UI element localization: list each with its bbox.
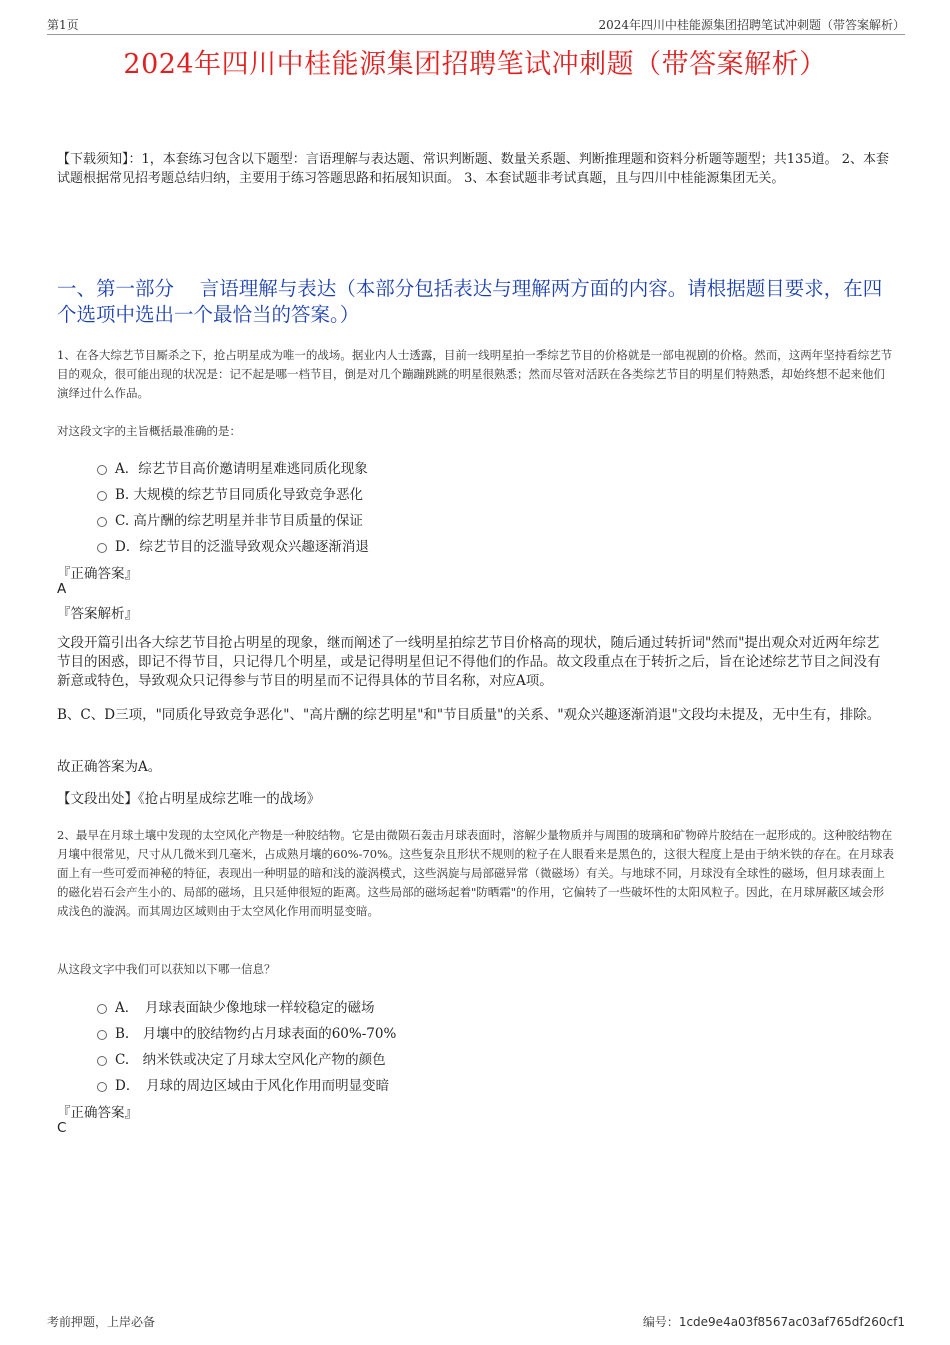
question-2-option-b[interactable] [97,1022,396,1042]
option-label: D． 月球的周边区域由于风化作用而明显变暗 [115,1078,390,1094]
page-number: 第1页 [47,18,79,32]
option-label: B. 大规模的综艺节目同质化导致竞争恶化 [115,487,364,503]
footer-slogan: 考前押题，上岸必备 [47,1315,156,1329]
section-title: 一、第一部分 言语理解与表达（本部分包括表达与理解两方面的内容。请根据题目要求，在四个选项中选出一个最恰当的答案。） [57,277,883,326]
question-2-option-c[interactable] [97,1048,386,1068]
question-1-option-b[interactable] [97,483,363,503]
option-label: C. 高片酬的综艺明星并非节目质量的保证 [115,513,363,529]
document-title: 2024年四川中桂能源集团招聘笔试冲刺题（带答案解析） [123,49,827,80]
question-1-answer-label: 『正确答案』 [57,566,138,582]
header-doc-title: 2024年四川中桂能源集团招聘笔试冲刺题（带答案解析） [598,18,905,32]
question-2-answer: C [57,1120,67,1136]
question-1-option-c[interactable] [97,509,363,529]
question-1-answer: A [57,581,67,597]
page-header [47,14,905,35]
radio-icon[interactable] [97,1056,107,1066]
question-1-analysis-p1: 文段开篇引出各大综艺节目抢占明星的现象，继而阐述了一线明星拍综艺节目价格高的现状，随后通过转折词"然而"提出观众对近两年综艺节目的困惑，即记不得节目，只记得几个明星，或是记得明星但记不得他们的作品。故文段重点在于转折之后，旨在论述综艺节目之间没有新意或特色，导致观众只记得参与节目的明星而不记得具体的节目名称，对应A项。 [57,635,881,689]
radio-icon[interactable] [97,543,107,553]
question-1-analysis-p3: 故正确答案为A。 [57,759,162,775]
question-1-option-d[interactable] [97,535,369,555]
question-2-answer-label: 『正确答案』 [57,1105,138,1121]
option-label: A． 月球表面缺少像地球一样较稳定的磁场 [115,1000,375,1016]
question-1-analysis-label: 『答案解析』 [57,606,138,622]
option-label: D．综艺节目的泛滥导致观众兴趣逐渐消退 [115,539,369,555]
radio-icon[interactable] [97,1004,107,1014]
question-2-option-a[interactable] [97,996,375,1016]
radio-icon[interactable] [97,465,107,475]
question-1-option-a[interactable] [97,457,368,477]
radio-icon[interactable] [97,1082,107,1092]
radio-icon[interactable] [97,517,107,527]
footer-doc-id: 编号：1cde9e4a03f8567ac03af765df260cf1 [642,1315,905,1329]
question-1-stem: 对这段文字的主旨概括最准确的是： [57,424,241,438]
option-label: A．综艺节目高价邀请明星难逃同质化现象 [115,461,368,477]
question-1-text: 1、在各大综艺节目厮杀之下，抢占明星成为唯一的战场。据业内人士透露，目前一线明星拍一季综艺节目的价格就是一部电视剧的价格。然而，这两年坚持看综艺节目的观众，很可能出现的状况是：记不起是哪一档节目，倒是对几个蹦蹦跳跳的明星很熟悉；然而尽管对活跃在各类综艺节目的明星们特熟悉，却始终想不起来他们演绎过什么作品。 [57,348,893,400]
download-notice: 【下载须知】：1，本套练习包含以下题型：言语理解与表达题、常识判断题、数量关系题、判断推理题和资料分析题等题型；共135道。 2、本套试题根据常见招考题总结归纳，主要用于练习答题思路和拓展知识面。 3、本套试题非考试真题，且与四川中桂能源集团无关。 [57,152,889,186]
question-2-text: 2、最早在月球土壤中发现的太空风化产物是一种胶结物。它是由微陨石轰击月球表面时，溶解少量物质并与周围的玻璃和矿物碎片胶结在一起形成的。这种胶结物在月壤中很常见，尺寸从几微米到几毫米，占成熟月壤的60%-70%。这些复杂且形状不规则的粒子在人眼看来是黑色的，这很大程度上是由于纳米铁的存在。在月球表面上有一些可爱而神秘的特征，表现出一种明显的暗和浅的漩涡模式，这些涡旋与局部磁异常（微磁场）有关。与地球不同，月球没有全球性的磁场，但月球表面上的磁化岩石会产生小的、局部的磁场，且只延伸很短的距离。这些局部的磁场起着"防晒霜"的作用，它偏转了一些破坏性的太阳风粒子。因此，在月球屏蔽区域会形成浅色的漩涡。而其周边区域则由于太空风化作用而明显变暗。 [57,828,894,918]
question-2-option-d[interactable] [97,1074,389,1094]
option-label: C. 纳米铁或决定了月球太空风化产物的颜色 [115,1052,386,1068]
question-1-source: 【文段出处】《抢占明星成综艺唯一的战场》 [57,791,321,807]
radio-icon[interactable] [97,1030,107,1040]
question-2-stem: 从这段文字中我们可以获知以下哪一信息？ [57,962,276,976]
radio-icon[interactable] [97,491,107,501]
question-1-analysis-p2: B、C、D三项，"同质化导致竞争恶化"、"高片酬的综艺明星"和"节目质量"的关系、"观众兴趣逐渐消退"文段均未提及，无中生有，排除。 [57,707,881,723]
option-label: B. 月壤中的胶结物约占月球表面的60%-70% [115,1026,397,1042]
